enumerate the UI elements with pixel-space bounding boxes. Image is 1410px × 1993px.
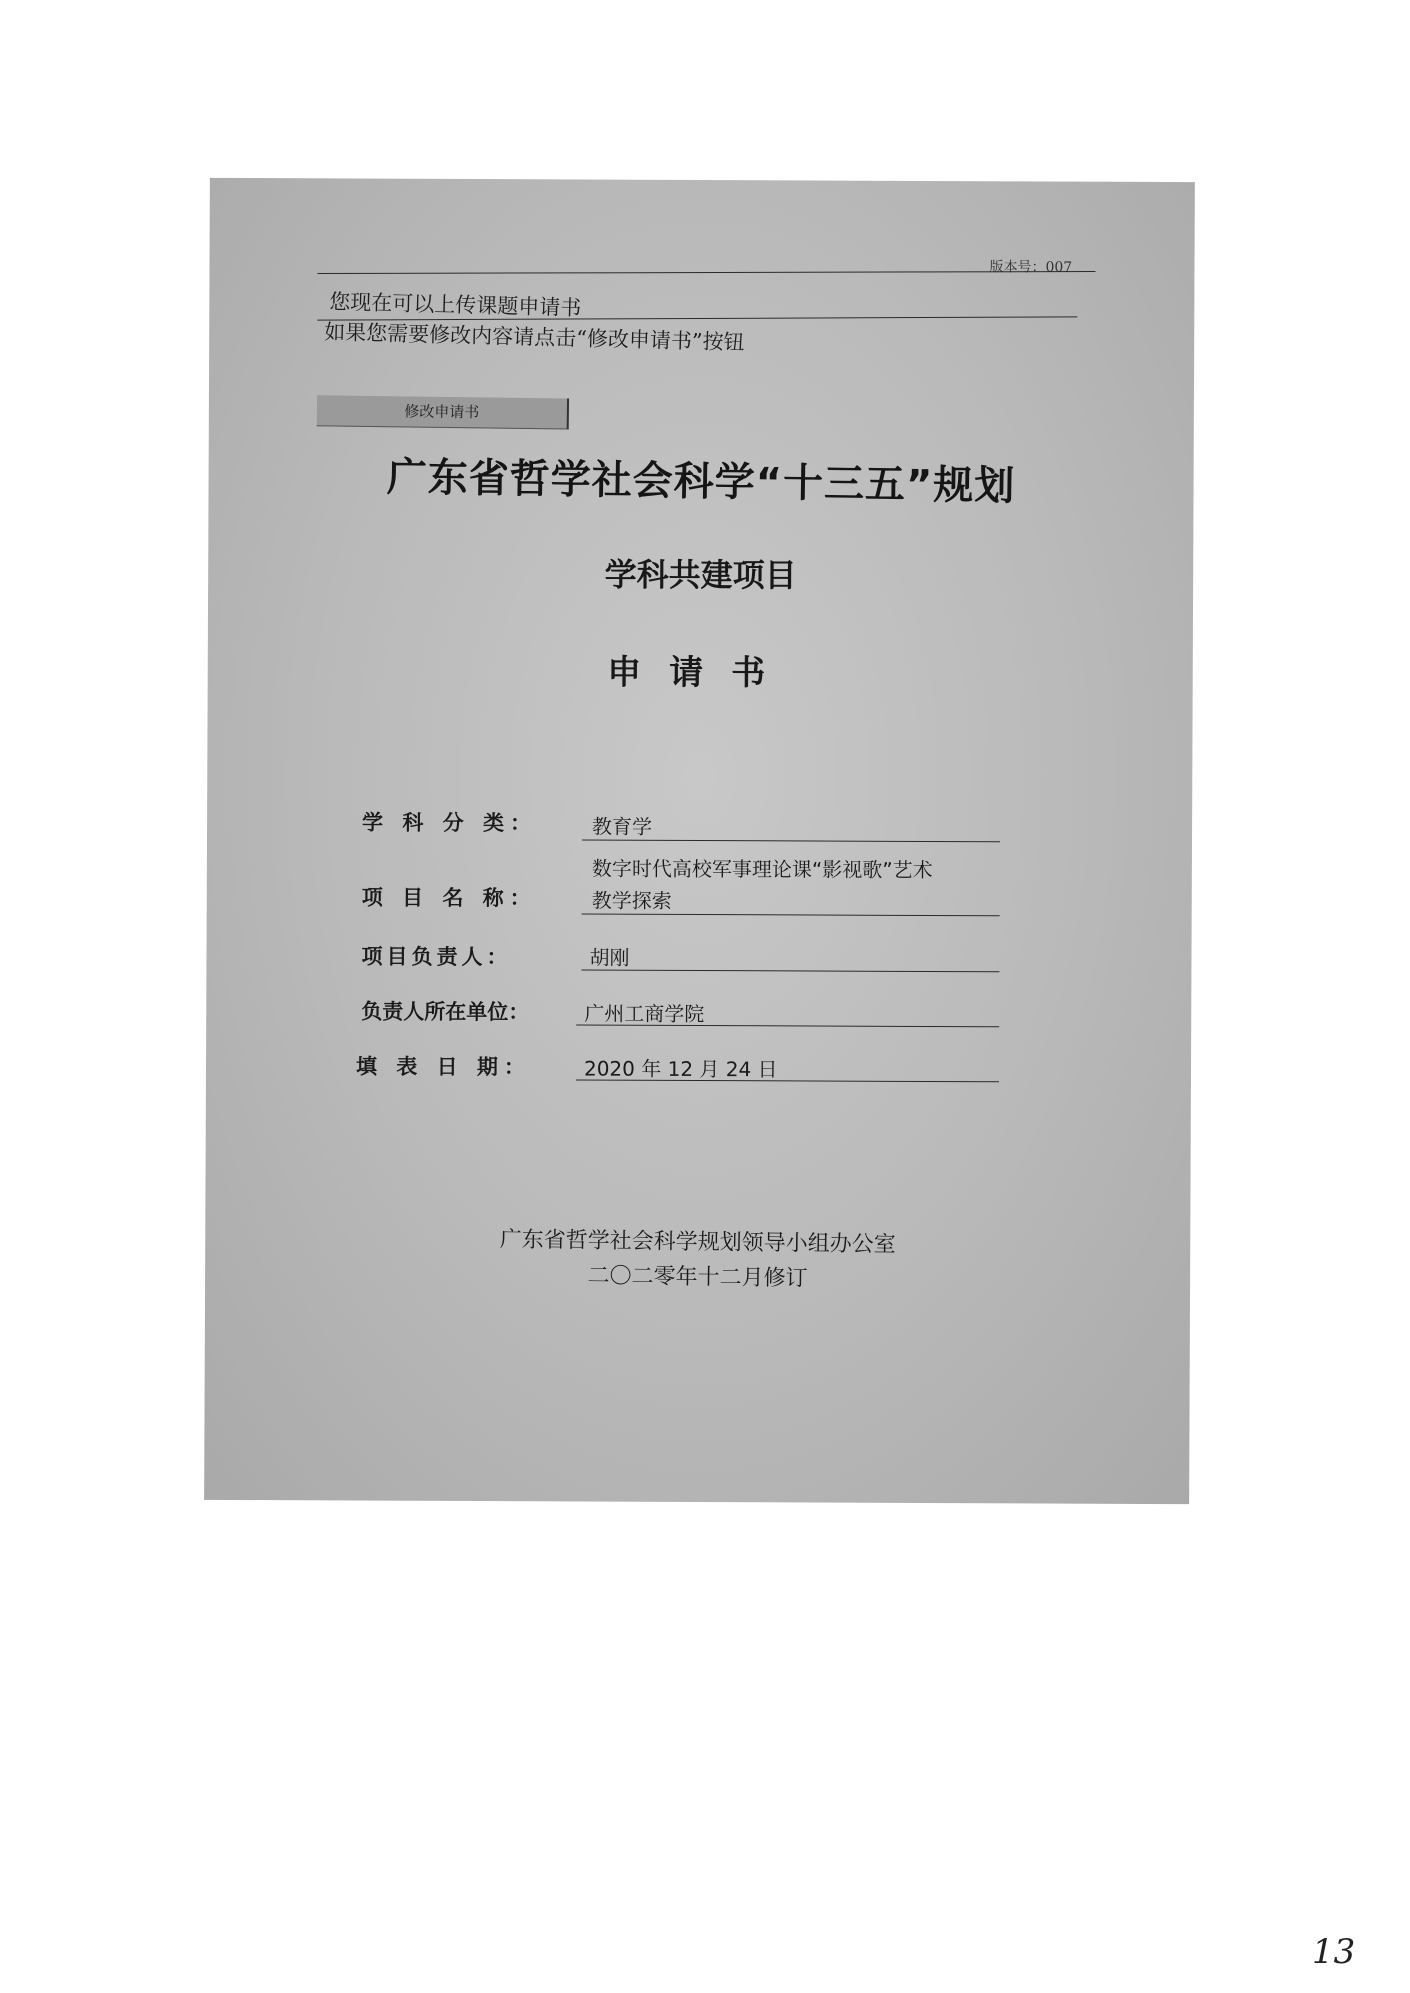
field-value-discipline: 教育学 [592, 814, 653, 839]
document-subtitle: 学科共建项目 [604, 555, 797, 595]
field-label-project-leader: 项目负责人： [361, 944, 512, 970]
version-number: 版本号：007 [989, 259, 1073, 276]
handwritten-page-number: 13 [1312, 1932, 1356, 1972]
field-value-project-leader: 胡刚 [589, 945, 630, 970]
field-underline [582, 913, 1000, 916]
field-label-project-name: 项 目 名 称： [361, 885, 537, 911]
revision-date: 二〇二零年十二月修订 [587, 1263, 808, 1292]
document-type: 申请书 [607, 652, 794, 694]
field-underline [582, 839, 1000, 842]
field-underline [581, 969, 999, 972]
modify-instruction: 如果您需要修改内容请点击“修改申请书”按钮 [323, 319, 745, 355]
field-value-project-name-line2: 教学探索 [591, 888, 672, 913]
upload-notice: 您现在可以上传课题申请书 [329, 289, 582, 321]
top-divider [317, 271, 1095, 274]
modify-application-button[interactable]: 修改申请书 [317, 395, 569, 429]
field-value-project-name-line1: 数字时代高校军事理论课“影视歌”艺术 [591, 856, 933, 883]
field-label-leader-unit: 负责人所在单位： [361, 999, 530, 1025]
field-label-fill-date: 填 表 日 期： [355, 1054, 532, 1080]
document-title: 广东省哲学社会科学“十三五”规划 [386, 454, 1016, 510]
field-value-leader-unit: 广州工商学院 [584, 1001, 705, 1027]
issuing-office: 广东省哲学社会科学规划领导小组办公室 [499, 1227, 896, 1258]
field-value-fill-date: 2020 年 12 月 24 日 [583, 1056, 778, 1082]
scanned-form [204, 178, 1195, 1504]
field-label-discipline: 学 科 分 类： [362, 810, 538, 836]
